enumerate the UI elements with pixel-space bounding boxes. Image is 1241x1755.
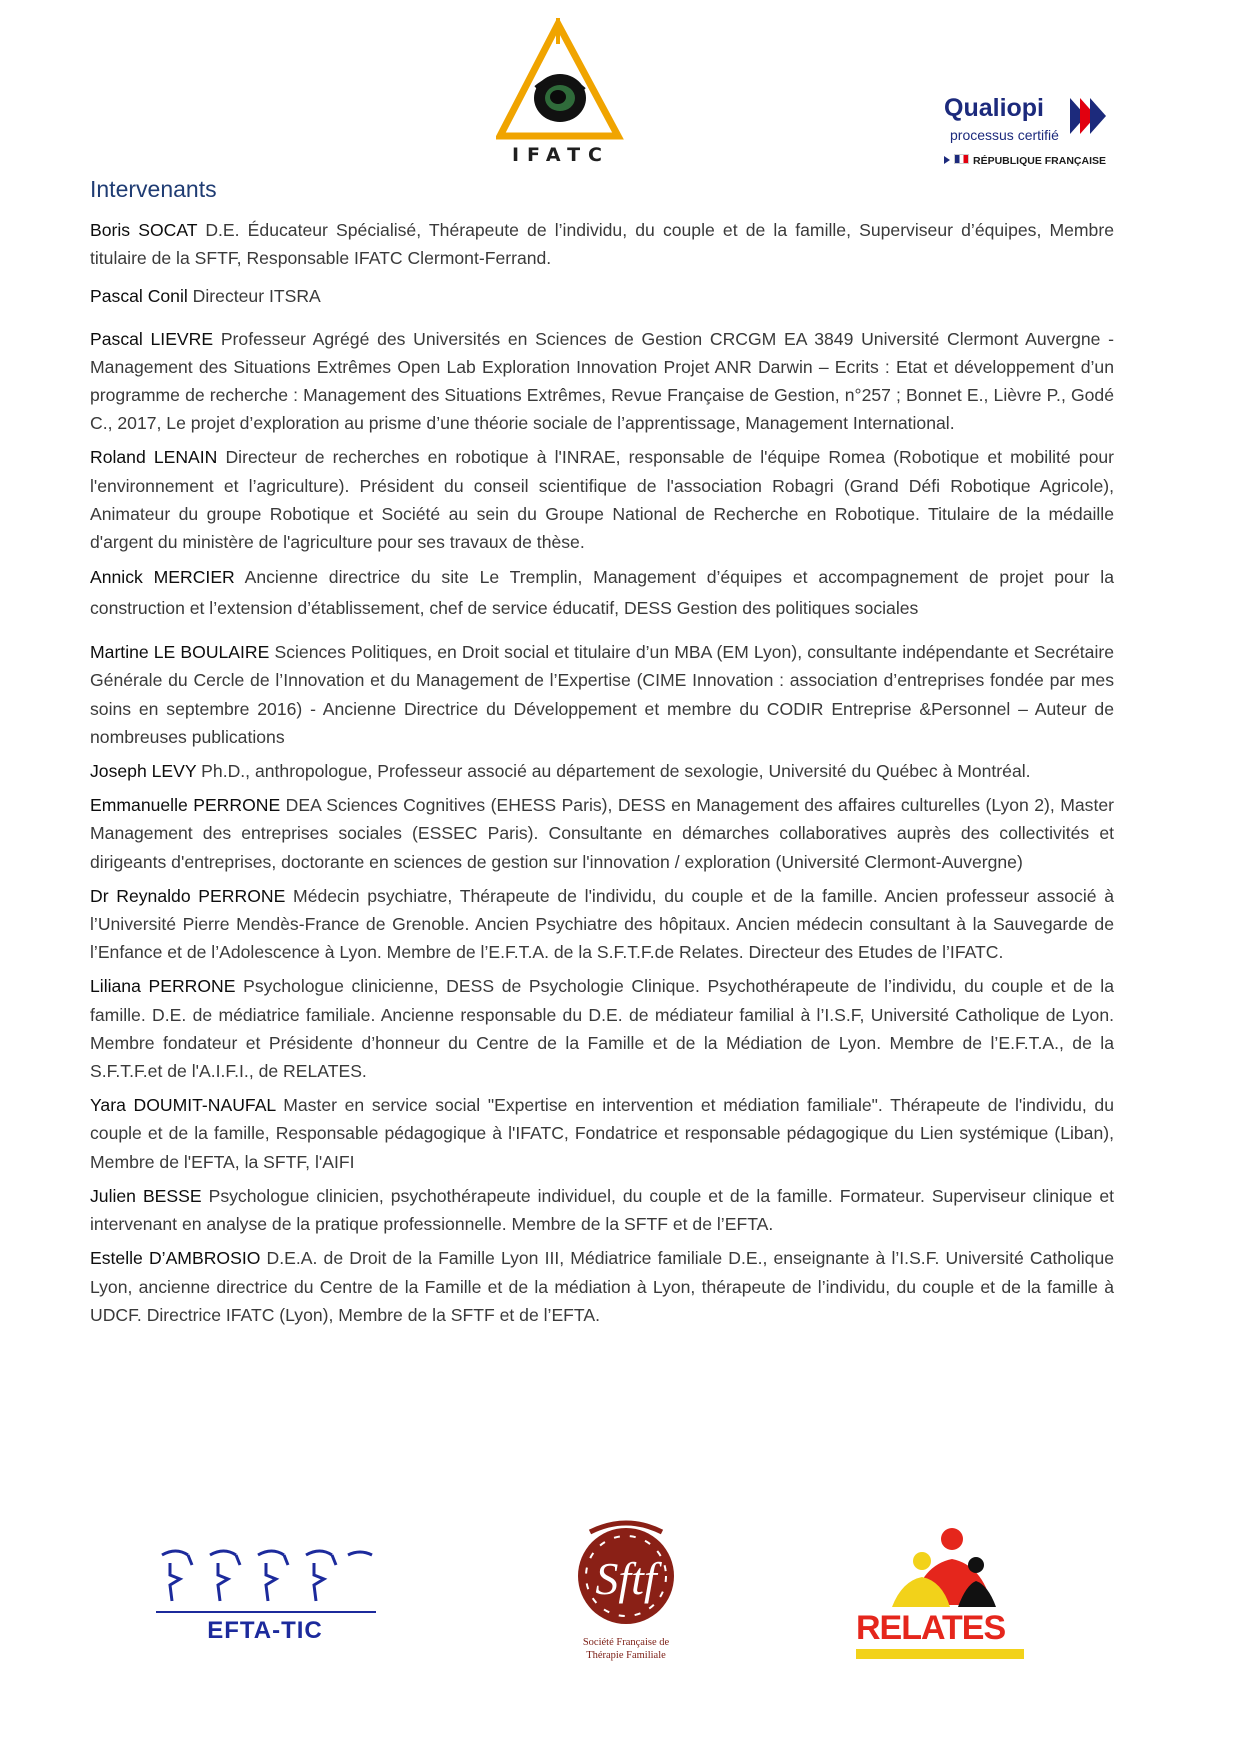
republique-francaise-text: RÉPUBLIQUE FRANÇAISE xyxy=(973,155,1107,167)
qualiopi-arrows-icon xyxy=(1070,94,1110,138)
intervenant-name: Pascal LIEVRE xyxy=(90,328,214,349)
sftf-logo xyxy=(560,1518,692,1678)
intervenant-entry xyxy=(90,325,1114,438)
republique-francaise-label xyxy=(944,154,1106,167)
ifatc-logo xyxy=(496,18,626,166)
efta-faces-icon xyxy=(152,1545,378,1611)
intervenant-entry xyxy=(90,882,1114,967)
relates-tagline-bar xyxy=(856,1649,1024,1659)
intervenant-entry xyxy=(90,443,1114,556)
page-title: Intervenants xyxy=(90,176,217,202)
intervenant-entry xyxy=(90,216,1114,272)
intervenant-entry xyxy=(90,757,1114,785)
qualiopi-subtitle: processus certifié xyxy=(950,127,1059,143)
ifatc-logo-text: IFATC xyxy=(511,144,610,166)
svg-text:Sftf: Sftf xyxy=(595,1553,657,1604)
intervenant-name: Estelle D’AMBROSIO xyxy=(90,1248,261,1269)
intervenant-name: Joseph LEVY xyxy=(90,761,197,782)
sftf-emblem-icon xyxy=(560,1518,692,1630)
relates-figures-icon xyxy=(852,1525,1032,1609)
qualiopi-logo xyxy=(944,92,1114,172)
intervenant-name: Annick MERCIER xyxy=(90,567,235,588)
intervenant-name: Roland LENAIN xyxy=(90,447,218,468)
intervenant-entry xyxy=(90,282,1114,310)
ifatc-triangle-icon xyxy=(496,18,626,144)
relates-logo xyxy=(852,1525,1032,1665)
intervenant-description: D.E.A. de Droit de la Famille Lyon III, Médiatrice familiale D.E., enseignante à l’I.S.F. Université Catholique Lyon, ancienne directrice du Centre de la Famille et de la médiation à Lyon, thérapeute de l’individu, du couple et de la famille à UDCF. Directrice IFATC (Lyon), Membre de la SFTF et de l’EFTA. xyxy=(90,1248,1115,1325)
sftf-caption xyxy=(560,1636,692,1662)
qualiopi-title: Qualiopi xyxy=(944,94,1044,122)
intervenant-entry xyxy=(90,1244,1114,1329)
french-flag-icon xyxy=(954,154,969,164)
intervenant-name: Emmanuelle PERRONE xyxy=(90,795,281,816)
intervenant-name: Julien BESSE xyxy=(90,1185,202,1206)
intervenant-name: Yara DOUMIT-NAUFAL xyxy=(90,1095,276,1116)
sftf-caption-line2: Thérapie Familiale xyxy=(586,1650,666,1661)
intervenant-name: Pascal Conil xyxy=(90,286,188,307)
intervenant-description: Professeur Agrégé des Universités en Sciences de Gestion CRCGM EA 3849 Université Clermont Auvergne - Management des Situations Extrêmes Open Lab Exploration Innovation Projet ANR Darwin – Ecrits : Etat et développement d’un programme de recherche : Management des Situations Extrêmes, Revue Française de Gestion, n°257 ; Bonnet E., Lièvre P., Godé C., 2017, Le projet d’exploration au prisme d’une théorie sociale de l’apprentissage, Management International. xyxy=(90,328,1115,434)
intervenant-description: Directeur ITSRA xyxy=(187,286,321,307)
intervenant-name: Dr Reynaldo PERRONE xyxy=(90,885,286,906)
intervenant-description: Ancienne directrice du site Le Tremplin, Management d’équipes et accompagnement de projet pour la construction et l’extension d’établissement, chef de service éducatif, DESS Gestion des politiques sociales xyxy=(90,567,1114,619)
intervenant-description: Master en service social "Expertise en intervention et médiation familiale". Thérapeute de l'individu, du couple et de la famille, Responsable pédagogique à l'IFATC, Fondatrice et responsable pédagogique du Lien systémique (Liban), Membre de l'EFTA, la SFTF, l'AIFI xyxy=(90,1095,1114,1172)
efta-tic-label: EFTA-TIC xyxy=(207,1617,323,1644)
efta-divider xyxy=(156,1611,376,1613)
intervenant-entry xyxy=(90,1091,1114,1176)
intervenant-description: Sciences Politiques, en Droit social et titulaire d’un MBA (EM Lyon), consultante indépendante et Secrétaire Générale du Cercle de l’Innovation et du Management de l’Expertise (CIME Innovation : association d’entreprises fondée par mes soins en septembre 2016) - Ancienne Directrice du Développement et membre du CODIR Entreprise &Personnel – Auteur de nombreuses publications xyxy=(90,642,1115,747)
intervenant-description: Médecin psychiatre, Thérapeute de l'individu, du couple et de la famille. Ancien professeur associé à l’Université Pierre Mendès-France de Grenoble. Ancien Psychiatre des hôpitaux. Ancien médecin consultant à la Sauvegarde de l’Enfance et de l’Adolescence à Lyon. Membre de l’E.F.T.A. de la S.F.T.F.de Relates. Directeur des Etudes de l’IFATC. xyxy=(90,885,1115,963)
intervenants-list xyxy=(90,216,1114,1335)
relates-label: RELATES xyxy=(856,1609,1006,1647)
intervenant-entry xyxy=(90,791,1114,876)
intervenant-description: Directeur de recherches en robotique à l'INRAE, responsable de l'équipe Romea (Robotique et mobilité pour l'environnement et l’agriculture). Président du conseil scientifique de l'association Robagri (Grand Défi Robotique Agricole), Animateur du groupe Robotique et Société au sein du Groupe National de Recherche en Robotique. Titulaire de la médaille d'argent du ministère de l'agriculture pour ses travaux de thèse. xyxy=(90,447,1114,553)
intervenant-entry xyxy=(90,638,1114,751)
intervenant-description: Psychologue clinicien, psychothérapeute individuel, du couple et de la famille. Formateur. Superviseur clinique et intervenant en analyse de la pratique professionnelle. Membre de la SFTF et de l’EFTA. xyxy=(90,1185,1114,1235)
intervenant-name: Boris SOCAT xyxy=(90,220,198,240)
intervenant-description: D.E. Éducateur Spécialisé, Thérapeute de l’individu, du couple et de la famille, Superviseur d’équipes, Membre titulaire de la SFTF, Responsable IFATC Clermont-Ferrand. xyxy=(90,220,1114,269)
intervenant-name: Martine LE BOULAIRE xyxy=(90,642,270,663)
rf-arrow-icon xyxy=(944,156,950,164)
intervenant-description: Ph.D., anthropologue, Professeur associé au département de sexologie, Université du Québec à Montréal. xyxy=(196,761,1031,782)
intervenant-entry xyxy=(90,562,1114,624)
sftf-caption-line1: Société Française de xyxy=(582,1637,670,1648)
intervenant-name: Liliana PERRONE xyxy=(90,976,236,997)
intervenant-description: Psychologue clinicienne, DESS de Psychologie Clinique. Psychothérapeute de l’individu, du couple et de la famille. D.E. de médiatrice familiale. Ancienne responsable du D.E. de médiateur familial à l’I.S.F, Université Catholique de Lyon. Membre fondateur et Présidente d’honneur du Centre de la Famille et de la Médiation de Lyon. Membre de l’E.F.T.A., de la S.F.T.F.et de l'A.I.F.I., de RELATES. xyxy=(90,976,1114,1082)
efta-tic-logo xyxy=(152,1545,378,1655)
intervenant-entry xyxy=(90,1182,1114,1238)
intervenant-description: DEA Sciences Cognitives (EHESS Paris), DESS en Management des affaires culturelles (Lyon 2), Master Management des entreprises sociales (ESSEC Paris). Consultante en démarches collaboratives auprès des collectivités et dirigeants d'entreprises, doctorante en sciences de gestion sur l'innovation / exploration (Université Clermont-Auvergne) xyxy=(90,795,1114,872)
intervenant-entry xyxy=(90,972,1114,1085)
